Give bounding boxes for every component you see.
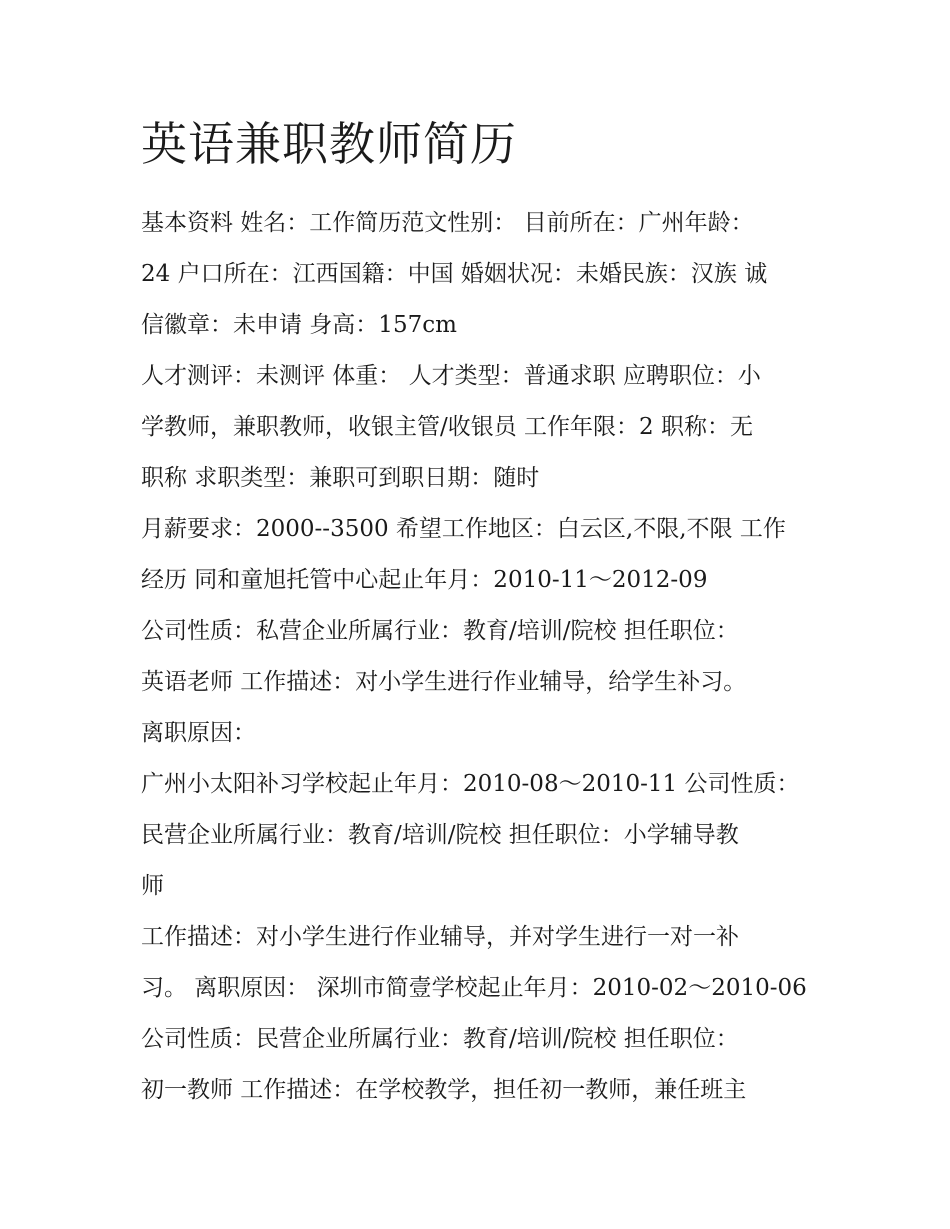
- text-line: 师: [141, 873, 164, 899]
- text-line: 公司性质：民营企业所属行业：教育/培训/院校 担任职位：: [141, 1026, 739, 1052]
- text-line: 经历 同和童旭托管中心起止年月：2010-11～2012-09: [141, 567, 708, 593]
- text-line: 初一教师 工作描述：在学校教学，担任初一教师，兼任班主: [141, 1077, 747, 1103]
- text-line: 人才测评：未测评 体重： 人才类型：普通求职 应聘职位：小: [141, 363, 761, 389]
- text-line: 职称 求职类型：兼职可到职日期：随时: [141, 465, 540, 491]
- text-line: 离职原因：: [141, 720, 256, 746]
- document-title: 英语兼职教师简历: [141, 117, 517, 171]
- text-line: 习。 离职原因： 深圳市简壹学校起止年月：2010-02～2010-06: [141, 975, 807, 1001]
- document-body: [141, 112, 821, 1116]
- text-line: 24 户口所在：江西国籍：中国 婚姻状况：未婚民族：汉族 诚: [141, 261, 768, 287]
- text-line: 广州小太阳补习学校起止年月：2010-08～2010-11 公司性质：: [141, 771, 800, 797]
- text-line: 学教师，兼职教师，收银主管/收银员 工作年限：2 职称：无: [141, 414, 754, 440]
- text-line: 信徽章：未申请 身高：157cm: [141, 312, 457, 338]
- text-line: 月薪要求：2000--3500 希望工作地区：白云区,不限,不限 工作: [141, 516, 786, 542]
- text-line: 公司性质：私营企业所属行业：教育/培训/院校 担任职位：: [141, 618, 739, 644]
- text-line: 民营企业所属行业：教育/培训/院校 担任职位：小学辅导教: [141, 822, 739, 848]
- text-line: 工作描述：对小学生进行作业辅导，并对学生进行一对一补: [141, 924, 739, 950]
- text-line: 基本资料 姓名：工作简历范文性别： 目前所在：广州年龄：: [141, 210, 754, 236]
- text-line: 英语老师 工作描述：对小学生进行作业辅导，给学生补习。: [141, 669, 747, 695]
